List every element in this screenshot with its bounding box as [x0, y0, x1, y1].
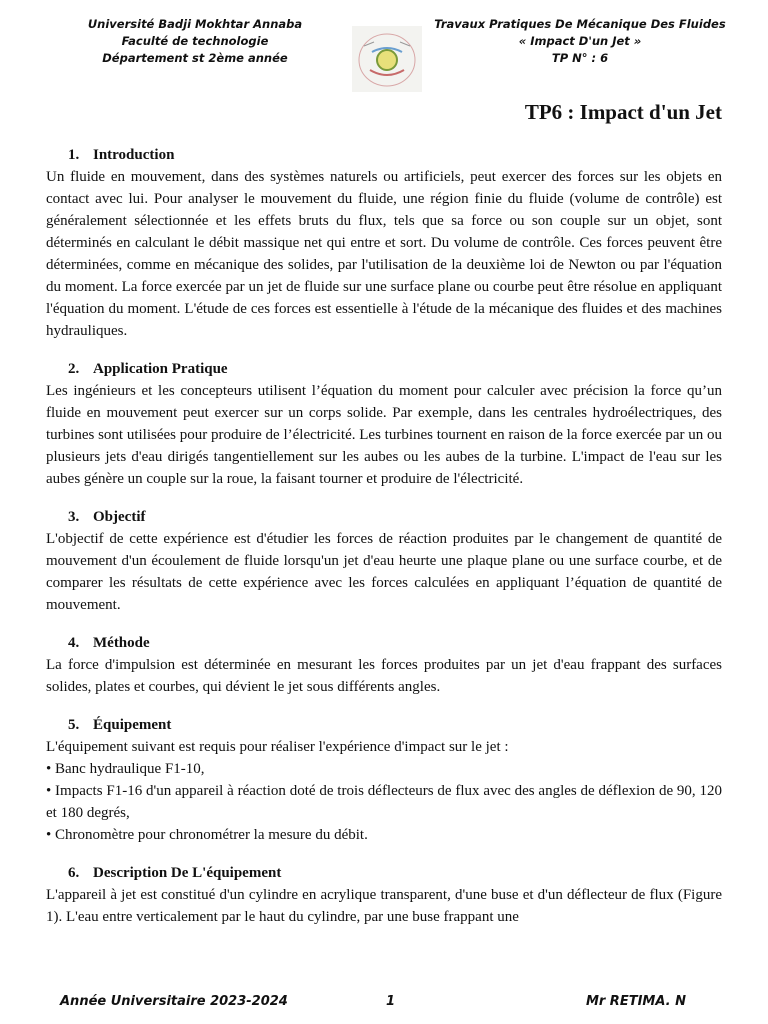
list-item: • Impacts F1-16 d'un appareil à réaction doté de trois déflecteurs de flux avec des angles de déflexion de 90, 120 et 180 degrés,	[46, 783, 722, 821]
section-heading-methode: 4. Méthode	[68, 635, 150, 651]
course-subtitle: « Impact D'un Jet »	[518, 34, 642, 48]
tp-number: TP N° : 6	[551, 51, 609, 65]
section-text-application: Les ingénieurs et les concepteurs utilisent l’équation du moment pour calculer avec précision la force qu’un fluide en mouvement peut exercer sur un corps solide. Par exemple, dans les centrales hydroélectriques, des turbines sont utilisées pour produire de l’électricité. Les turbines tournent en raison de la force exercée par un ou plusieurs jets d'eau dirigés tangentiellement sur les aubes ou les aubes de la turbine. L'impact de l'eau sur les aubes génère un couple sur la roue, la faisant tourner et produire de l'électricité.	[46, 383, 723, 487]
list-item: • Banc hydraulique F1-10,	[46, 761, 205, 777]
header-left	[80, 16, 310, 67]
footer-year: Année Universitaire 2023-2024	[60, 994, 288, 1009]
equipment-intro: L'équipement suivant est requis pour réaliser l'expérience d'impact sur le jet :	[46, 739, 509, 755]
page-title: TP6 : Impact d'un Jet	[524, 100, 722, 124]
faculty-name: Faculté de technologie	[121, 34, 269, 48]
list-item: • Chronomètre pour chronométrer la mesure du débit.	[46, 827, 368, 843]
header-right	[430, 16, 730, 67]
section-heading-description: 6. Description De L'équipement	[68, 865, 282, 881]
section-text-methode: La force d'impulsion est déterminée en mesurant les forces produites par un jet d'eau frappant des surfaces solides, plates et courbes, qui dévient le jet sous différents angles.	[46, 657, 722, 695]
footer-page-number: 1	[386, 994, 396, 1009]
footer-author: Mr RETIMA. N	[585, 994, 686, 1009]
equipment-list	[46, 736, 722, 846]
section-heading-equipement: 5. Équipement	[68, 717, 172, 733]
section-heading-introduction: 1. Introduction	[68, 147, 175, 163]
university-name: Université Badji Mokhtar Annaba	[87, 17, 303, 31]
department-name: Département st 2ème année	[102, 51, 288, 65]
section-text-introduction: Un fluide en mouvement, dans des systèmes naturels ou artificiels, peut exercer des forces sur les objets en contact avec lui. Pour analyser le mouvement du fluide, une région finie du fluide (volume de contrôle) est généralement sélectionnée et les effets bruts du flux, tels que sa force ou son couple sur un objet, sont déterminés en calculant le débit massique net qui entre et sort. Du volume de contrôle. Ces forces peuvent être déterminées, comme en mécanique des solides, par l'utilisation de la deuxième loi de Newton ou par l'équation du moment. La force exercée par un jet de fluide sur une surface plane ou courbe peut être résolue en appliquant l'équation du moment. L'étude de ces forces est essentielle à l'étude de la mécanique des fluides et des machines hydrauliques.	[46, 169, 722, 339]
university-logo-image	[352, 26, 422, 92]
document-body	[46, 144, 722, 944]
course-title: Travaux Pratiques De Mécanique Des Fluides	[434, 17, 726, 31]
section-heading-objectif: 3. Objectif	[68, 509, 146, 525]
section-text-description: L'appareil à jet est constitué d'un cylindre en acrylique transparent, d'une buse et d'un déflecteur de flux (Figure 1). L'eau entre verticalement par le haut du cylindre, par une buse frappant une	[46, 887, 722, 925]
section-heading-application: 2. Application Pratique	[68, 361, 228, 377]
section-text-objectif: L'objectif de cette expérience est d'étudier les forces de réaction produites par le changement de quantité de mouvement d'un écoulement de fluide lorsqu'un jet d'eau heurte une plaque plane ou une surface courbe, et de comparer les résultats de cette expérience avec les forces calculées en appliquant l’équation de quantité de mouvement.	[46, 531, 722, 613]
